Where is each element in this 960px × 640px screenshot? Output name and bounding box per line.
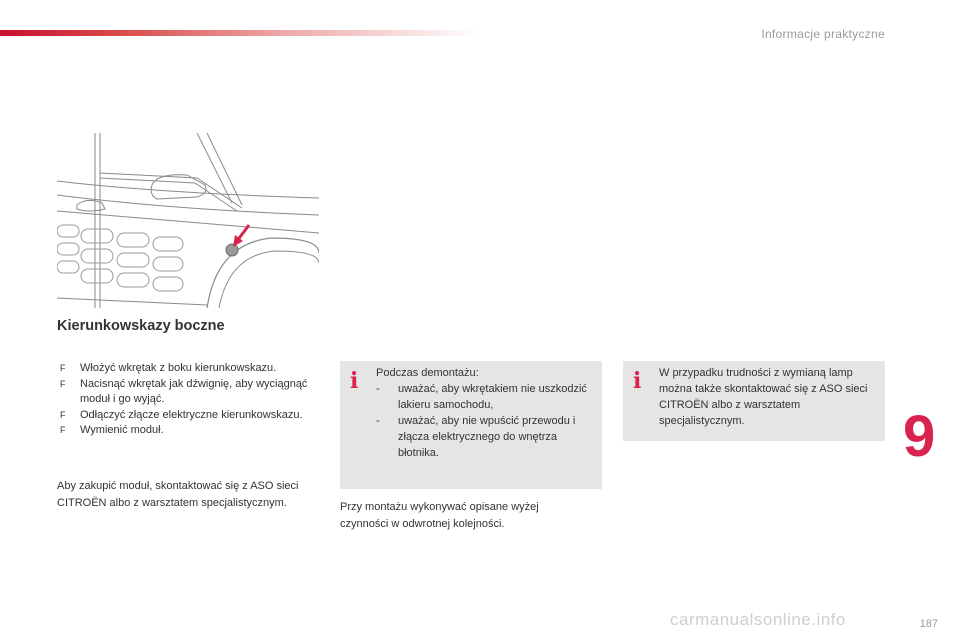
info-icon: i (633, 368, 642, 394)
info-box-support (623, 361, 885, 441)
chapter-number: 9 (903, 404, 936, 469)
list-item: F Nacisnąć wkrętak jak dźwignię, aby wyciągnąć moduł i go wyjąć. (60, 377, 308, 405)
info-icon: i (350, 368, 359, 394)
purchase-note: Aby zakupić moduł, skontaktować się z ASO sieci CITROËN albo z warsztatem specjalistycznym. (57, 480, 299, 509)
watermark: carmanualsonline.info (670, 610, 846, 629)
header-accent-bar (0, 30, 480, 36)
dash-marker: - (376, 415, 380, 427)
list-item: - uważać, aby nie wpuścić przewodu i złącza elektrycznego do wnętrza błotnika. (376, 415, 576, 459)
info-box-list (376, 381, 596, 461)
steps-list (60, 361, 320, 439)
info-box-title: Podczas demontażu: (376, 367, 479, 379)
list-item: - uważać, aby wkrętakiem nie uszkodzić lakieru samochodu, (376, 383, 587, 411)
bullet-icon: F (60, 409, 66, 420)
list-item: F Odłączyć złącze elektryczne kierunkowskazu. (60, 408, 320, 424)
list-item: F Wymienić moduł. (60, 423, 320, 439)
page-heading: Kierunkowskazy boczne (57, 318, 225, 334)
dash-marker: - (376, 383, 380, 395)
car-side-illustration (57, 133, 319, 308)
list-item: F Włożyć wkrętak z boku kierunkowskazu. (60, 361, 320, 377)
bullet-icon: F (60, 378, 66, 389)
assembly-note: Przy montażu wykonywać opisane wyżej czynności w odwrotnej kolejności. (340, 501, 539, 530)
section-title: Informacje praktyczne (761, 27, 885, 41)
info-box-disassembly (340, 361, 602, 489)
bullet-icon: F (60, 425, 66, 435)
info-box-text: W przypadku trudności z wymianą lamp można także skontaktować się z ASO sieci CITROËN albo z warsztatem specjalistycznym. (659, 367, 868, 427)
page-number: 187 (919, 618, 938, 630)
bullet-icon: F (60, 363, 66, 373)
